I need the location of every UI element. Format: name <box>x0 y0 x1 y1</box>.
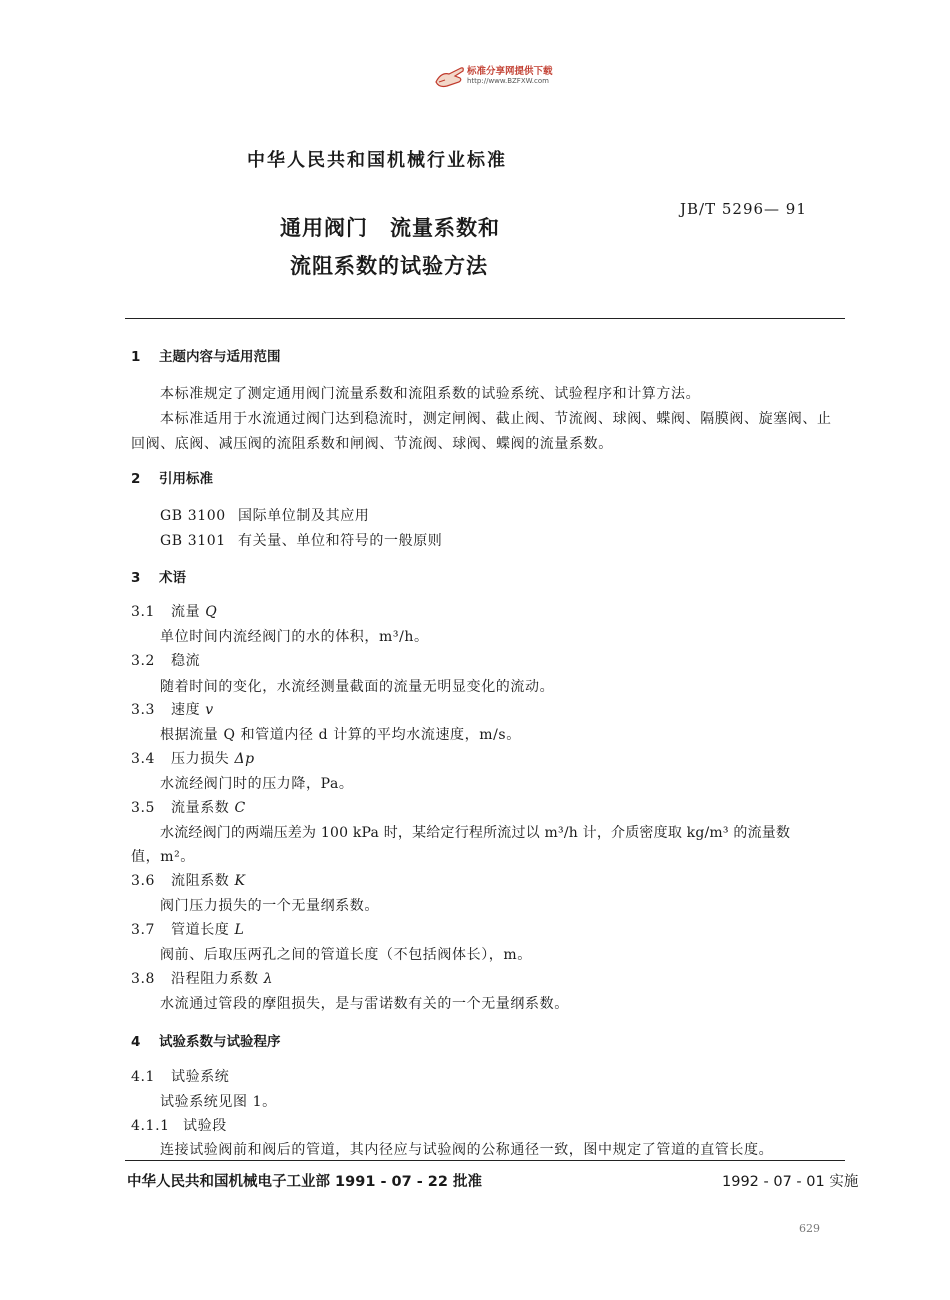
subsection-4-1: 4.1 试验系统 <box>131 1069 230 1085</box>
term-3-7-definition: 阀前、后取压两孔之间的管道长度（不包括阀体长），m。 <box>160 947 532 963</box>
reference-item: GB 3100 国际单位制及其应用 <box>160 508 370 524</box>
effective-date: 1992 - 07 - 01 实施 <box>722 1174 859 1190</box>
footer-divider <box>125 1160 845 1161</box>
term-3-4-definition: 水流经阀门时的压力降，Pa。 <box>160 776 354 792</box>
term-3-7: 3.7 管道长度 L <box>131 922 245 938</box>
term-3-1: 3.1 流量 Q <box>131 604 218 620</box>
document-title-line2: 流阻系数的试验方法 <box>290 254 488 278</box>
watermark-url: http://www.BZFXW.com <box>467 77 549 85</box>
term-3-1-definition: 单位时间内流经阀门的水的体积，m³/h。 <box>160 629 429 645</box>
page-number: 629 <box>799 1222 820 1235</box>
section-1-paragraph-2-cont: 回阀、底阀、减压阀的流阻系数和闸阀、节流阀、球阀、蝶阀的流量系数。 <box>131 436 613 452</box>
term-3-5-definition: 水流经阀门的两端压差为 100 kPa 时，某给定行程所流过以 m³/h 计，介质密度取 kg/m³ 的流量数 <box>160 825 791 841</box>
term-3-5-definition-cont: 值，m²。 <box>131 849 195 865</box>
term-3-2-definition: 随着时间的变化，水流经测量截面的流量无明显变化的流动。 <box>160 679 555 695</box>
subsection-4-1-1-text: 连接试验阀前和阀后的管道，其内径应与试验阀的公称通径一致，图中规定了管道的直管长度。 <box>160 1142 774 1158</box>
section-1-paragraph-2: 本标准适用于水流通过阀门达到稳流时，测定闸阀、截止阀、节流阀、球阀、蝶阀、隔膜阀、旋塞阀、止 <box>160 411 832 427</box>
document-title-line1: 通用阀门 流量系数和 <box>280 216 500 240</box>
approval-line: 中华人民共和国机械电子工业部 1991 - 07 - 22 批准 <box>127 1174 483 1190</box>
section-2-heading: 2 引用标准 <box>131 471 213 487</box>
section-3-heading: 3 术语 <box>131 570 186 586</box>
watermark-title: 标准分享网提供下载 <box>467 66 553 77</box>
reference-item: GB 3101 有关量、单位和符号的一般原则 <box>160 533 443 549</box>
term-3-4: 3.4 压力损失 Δp <box>131 751 255 767</box>
section-4-heading: 4 试验系数与试验程序 <box>131 1034 281 1050</box>
issuer-title: 中华人民共和国机械行业标准 <box>247 150 507 171</box>
term-3-8: 3.8 沿程阻力系数 λ <box>131 971 274 987</box>
term-3-8-definition: 水流通过管段的摩阻损失，是与雷诺数有关的一个无量纲系数。 <box>160 996 569 1012</box>
term-3-6: 3.6 流阻系数 K <box>131 873 246 889</box>
section-1-heading: 1 主题内容与适用范围 <box>131 349 281 365</box>
subsection-4-1-text: 试验系统见图 1。 <box>160 1094 277 1110</box>
term-3-2: 3.2 稳流 <box>131 653 201 669</box>
term-3-6-definition: 阀门压力损失的一个无量纲系数。 <box>160 898 379 914</box>
term-3-3: 3.3 速度 v <box>131 702 214 718</box>
section-1-paragraph-1: 本标准规定了测定通用阀门流量系数和流阻系数的试验系统、试验程序和计算方法。 <box>160 386 701 402</box>
standard-code: JB/T 5296— 91 <box>680 200 807 218</box>
hand-pointer-icon <box>433 62 467 92</box>
term-3-5: 3.5 流量系数 C <box>131 800 246 816</box>
term-3-3-definition: 根据流量 Q 和管道内径 d 计算的平均水流速度，m/s。 <box>160 727 521 743</box>
header-divider <box>125 318 845 319</box>
watermark-logo <box>433 60 573 94</box>
subsection-4-1-1: 4.1.1 试验段 <box>131 1118 227 1134</box>
